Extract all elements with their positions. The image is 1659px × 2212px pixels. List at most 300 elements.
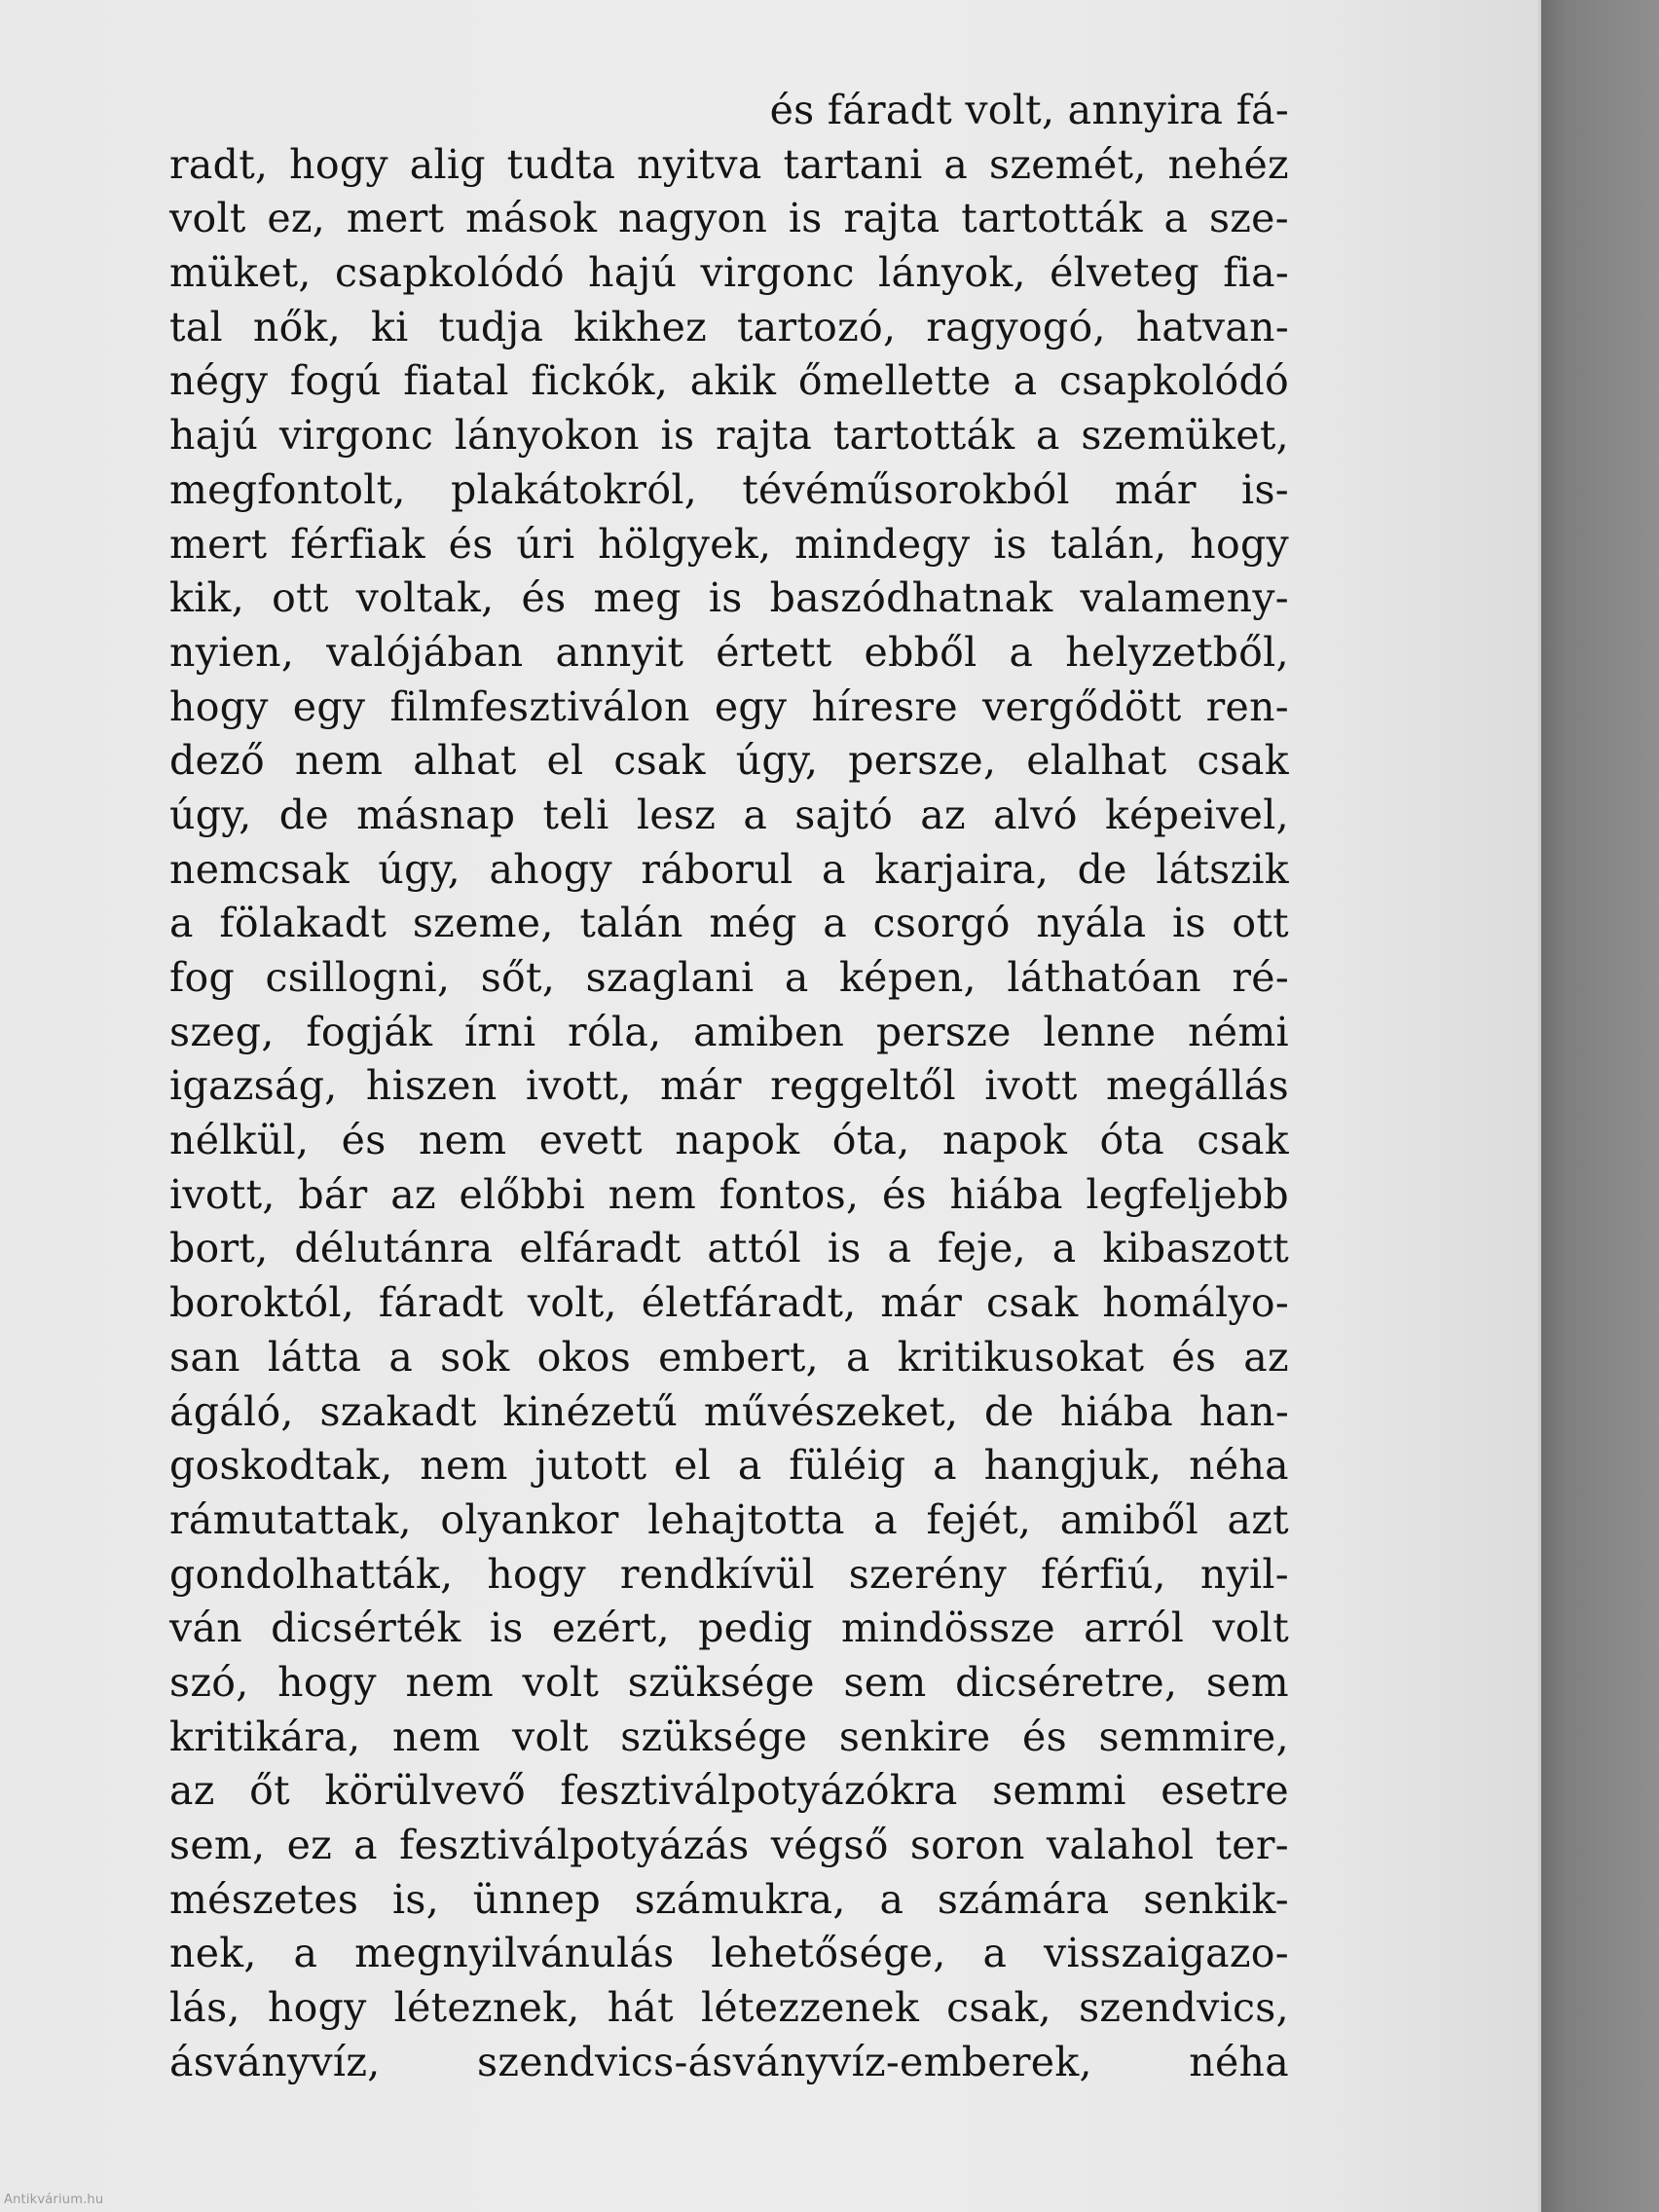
text-line bbox=[169, 789, 1289, 843]
word: ter- bbox=[1215, 1822, 1289, 1868]
word: valójában bbox=[326, 628, 524, 676]
word: evett bbox=[538, 1117, 643, 1164]
word: létezzenek bbox=[701, 1984, 920, 2032]
word: őmellette bbox=[797, 357, 992, 405]
word: mindegy bbox=[794, 520, 971, 568]
word: volt, bbox=[527, 1279, 617, 1327]
word: a bbox=[388, 1333, 414, 1381]
word: lesz bbox=[636, 791, 717, 838]
word: az bbox=[1243, 1333, 1289, 1381]
word: gondolhatták, bbox=[169, 1550, 454, 1598]
word: hogy bbox=[487, 1550, 587, 1598]
word: fáradt bbox=[378, 1279, 504, 1327]
word: ebből bbox=[864, 628, 977, 676]
word: hogy bbox=[277, 1658, 377, 1706]
word: képen, bbox=[839, 954, 977, 1001]
word: esetre bbox=[1161, 1767, 1289, 1815]
word: volt bbox=[512, 1713, 589, 1760]
word: kinézetű bbox=[502, 1387, 679, 1435]
word: legfeljebb bbox=[1086, 1170, 1289, 1218]
word: hogy bbox=[267, 1984, 367, 2032]
word: és bbox=[1022, 1713, 1067, 1760]
word: sem bbox=[843, 1658, 927, 1706]
word: őt bbox=[249, 1767, 290, 1815]
word: látszik bbox=[1156, 845, 1289, 893]
word: nagyon bbox=[618, 195, 768, 242]
text-line bbox=[169, 843, 1289, 898]
word: a bbox=[169, 900, 194, 947]
word: ahogy bbox=[489, 845, 612, 893]
word: san bbox=[169, 1333, 240, 1381]
text-line bbox=[169, 897, 1289, 951]
word: lás, bbox=[169, 1984, 240, 2032]
word: virgonc bbox=[278, 412, 434, 460]
word: sem, bbox=[169, 1822, 266, 1868]
word: fia- bbox=[1223, 249, 1289, 297]
word: csak bbox=[1197, 737, 1289, 785]
word: igazság, bbox=[169, 1062, 338, 1110]
word: szakadt bbox=[319, 1387, 477, 1435]
word: is bbox=[827, 1225, 862, 1272]
word: és bbox=[521, 574, 567, 622]
text-line bbox=[169, 1168, 1289, 1223]
word: senkik- bbox=[1143, 1875, 1289, 1923]
word: volt bbox=[1212, 1604, 1289, 1652]
word: baszódhatnak bbox=[769, 574, 1053, 622]
word: némi bbox=[1188, 1008, 1289, 1055]
word: szüksége bbox=[627, 1658, 815, 1706]
word: lenne bbox=[1043, 1008, 1157, 1055]
word: és bbox=[341, 1117, 387, 1164]
word: volt bbox=[522, 1658, 600, 1706]
word: tartozó, bbox=[736, 303, 897, 350]
text-line bbox=[169, 1656, 1289, 1711]
word: mert bbox=[169, 520, 268, 568]
word: napok bbox=[675, 1117, 800, 1164]
word: dicséretre, bbox=[955, 1658, 1178, 1706]
word: írni bbox=[463, 1008, 536, 1055]
word: hangjuk, bbox=[983, 1442, 1162, 1490]
word: persze bbox=[875, 1008, 1012, 1055]
word: talán, bbox=[1050, 520, 1167, 568]
word: óta bbox=[1099, 1117, 1165, 1164]
text-line bbox=[169, 1602, 1289, 1656]
word: teli bbox=[542, 791, 609, 838]
word: is bbox=[993, 520, 1028, 568]
word: fogú bbox=[289, 357, 382, 405]
word: a bbox=[933, 1442, 957, 1490]
text-line bbox=[169, 1006, 1289, 1060]
word: számára bbox=[937, 1875, 1110, 1923]
word: semmi bbox=[992, 1767, 1126, 1815]
word: ragyogó, bbox=[926, 303, 1106, 350]
word: előbbi bbox=[459, 1170, 585, 1218]
word: csorgó bbox=[872, 900, 1011, 947]
word: mert bbox=[346, 195, 445, 242]
word: ren- bbox=[1205, 682, 1289, 730]
word: embert, bbox=[658, 1333, 819, 1381]
word: senkire bbox=[838, 1713, 991, 1760]
word: is bbox=[1172, 900, 1206, 947]
word: filmfesztiválon bbox=[389, 682, 690, 730]
word: ré- bbox=[1232, 954, 1289, 1001]
word: az bbox=[169, 1767, 215, 1815]
word: megállás bbox=[1106, 1062, 1289, 1110]
word: goskodtak, bbox=[169, 1442, 393, 1490]
word: hiába bbox=[949, 1170, 1063, 1218]
word: tartották bbox=[832, 412, 1015, 460]
word: hogy bbox=[1190, 520, 1289, 568]
word: fiatal bbox=[403, 357, 509, 405]
word: hogy bbox=[169, 682, 269, 730]
word: a bbox=[1009, 628, 1034, 676]
word: boroktól, bbox=[169, 1279, 355, 1327]
word: karjaira, bbox=[874, 845, 1050, 893]
word: ez bbox=[286, 1822, 333, 1868]
word: fickók, bbox=[531, 357, 669, 405]
word: arról bbox=[1084, 1604, 1185, 1652]
word: lányokon bbox=[454, 412, 640, 460]
word: a bbox=[1036, 412, 1060, 460]
word: is bbox=[489, 1604, 524, 1652]
word: szemét, bbox=[989, 140, 1147, 188]
text-line bbox=[169, 571, 1289, 626]
word: sem bbox=[1205, 1658, 1289, 1706]
word: tévéműsorokból bbox=[742, 465, 1070, 513]
text-line bbox=[169, 951, 1289, 1006]
word: alig bbox=[409, 140, 486, 188]
word: délutánra bbox=[294, 1225, 494, 1272]
word: nem bbox=[405, 1658, 494, 1706]
word: is bbox=[708, 574, 743, 622]
word: híresre bbox=[811, 682, 958, 730]
word: lányok, bbox=[878, 249, 1026, 297]
word: homályo- bbox=[1102, 1279, 1289, 1327]
word: de bbox=[984, 1387, 1035, 1435]
word: a bbox=[845, 1333, 870, 1381]
word: értett bbox=[716, 628, 832, 676]
word: ez, bbox=[267, 195, 326, 242]
word: rámutattak, bbox=[169, 1495, 412, 1543]
word: akik bbox=[689, 357, 777, 405]
word: fölakadt bbox=[219, 900, 387, 947]
word: látta bbox=[267, 1333, 362, 1381]
word: rajta bbox=[843, 195, 940, 242]
word: reggeltől bbox=[770, 1062, 956, 1110]
text-line bbox=[169, 518, 1289, 572]
word: szüksége bbox=[620, 1713, 808, 1760]
word: nem bbox=[608, 1170, 697, 1218]
word: szeg, bbox=[169, 1008, 275, 1055]
text-line bbox=[169, 1493, 1289, 1548]
word: el bbox=[546, 737, 584, 785]
word: alvó bbox=[993, 791, 1078, 838]
word: jutott bbox=[535, 1442, 647, 1490]
word: fontos, bbox=[719, 1170, 860, 1218]
word: kritikusokat bbox=[897, 1333, 1145, 1381]
word: persze, bbox=[848, 737, 997, 785]
word: a bbox=[1163, 195, 1189, 242]
word: szaglani bbox=[585, 954, 755, 1001]
word: a bbox=[879, 1875, 904, 1923]
text-line bbox=[169, 1548, 1289, 1603]
word: ráborul bbox=[641, 845, 793, 893]
word: amiből bbox=[1059, 1495, 1199, 1543]
word: szeme, bbox=[412, 900, 554, 947]
word: kik, bbox=[169, 574, 245, 622]
word: lehajtotta bbox=[647, 1495, 845, 1543]
word: talán bbox=[579, 900, 683, 947]
word: úgy, bbox=[735, 737, 819, 785]
word: hiába bbox=[1059, 1387, 1173, 1435]
word: mészetes bbox=[169, 1875, 359, 1923]
word: azt bbox=[1227, 1495, 1289, 1543]
word: képeivel, bbox=[1104, 791, 1289, 838]
word: a bbox=[737, 1442, 762, 1490]
word: a bbox=[743, 791, 768, 838]
word: dicsérték bbox=[271, 1604, 461, 1652]
text-line bbox=[169, 1439, 1289, 1493]
word: a bbox=[823, 900, 848, 947]
word: úgy, bbox=[378, 845, 461, 893]
word: néha bbox=[1189, 2038, 1289, 2085]
word: rendkívül bbox=[619, 1550, 815, 1598]
word: a bbox=[1051, 1225, 1077, 1272]
word: bár bbox=[298, 1170, 368, 1218]
word: nehéz bbox=[1167, 140, 1289, 188]
text-line bbox=[169, 1222, 1289, 1276]
word: rajta bbox=[715, 412, 813, 460]
word: négy bbox=[169, 357, 269, 405]
word: csapkolódó bbox=[334, 249, 565, 297]
word: élveteg bbox=[1050, 249, 1199, 297]
word: tudja bbox=[438, 303, 544, 350]
word: láthatóan bbox=[1007, 954, 1201, 1001]
word: nyála bbox=[1036, 900, 1147, 947]
word: ezért, bbox=[551, 1604, 670, 1652]
word: tudta bbox=[506, 140, 616, 188]
word: szendvics-ásványvíz-emberek, bbox=[476, 2038, 1092, 2085]
word: han- bbox=[1198, 1387, 1289, 1435]
text-line bbox=[169, 681, 1289, 735]
word: a bbox=[887, 1225, 912, 1272]
word: ki bbox=[370, 303, 409, 350]
word: meg bbox=[593, 574, 682, 622]
word: napok bbox=[942, 1117, 1068, 1164]
word: nélkül, bbox=[169, 1117, 310, 1164]
text-line bbox=[169, 1385, 1289, 1440]
word: hatvan- bbox=[1135, 303, 1289, 350]
word: a bbox=[982, 1930, 1008, 1977]
word: ivott, bbox=[525, 1062, 632, 1110]
word: mindössze bbox=[840, 1604, 1055, 1652]
word: megfontolt, bbox=[169, 465, 406, 513]
word: alhat bbox=[413, 737, 517, 785]
word: úri bbox=[516, 520, 575, 568]
word: fesztiválpotyázókra bbox=[560, 1767, 958, 1815]
text-line bbox=[169, 192, 1289, 246]
word: olyankor bbox=[440, 1495, 619, 1543]
word: bort, bbox=[169, 1225, 269, 1272]
word: csapkolódó bbox=[1059, 357, 1289, 405]
word: is, bbox=[391, 1875, 440, 1923]
word: hiszen bbox=[365, 1062, 498, 1110]
word: már bbox=[880, 1279, 963, 1327]
word: visszaigazo- bbox=[1044, 1930, 1289, 1977]
word: ágáló, bbox=[169, 1387, 294, 1435]
word: is bbox=[788, 195, 823, 242]
word: voltak, bbox=[355, 574, 495, 622]
word: már bbox=[1115, 465, 1197, 513]
word: de bbox=[1077, 845, 1127, 893]
word: valahol bbox=[1046, 1822, 1195, 1868]
word: és bbox=[881, 1170, 927, 1218]
word: attól bbox=[707, 1225, 802, 1272]
word: fogják bbox=[306, 1008, 433, 1055]
word: ott bbox=[1232, 900, 1289, 947]
text-line bbox=[169, 409, 1289, 463]
word: szemüket, bbox=[1081, 412, 1289, 460]
text-line bbox=[169, 1059, 1289, 1114]
word: is- bbox=[1241, 465, 1289, 513]
word: semmire, bbox=[1098, 1713, 1289, 1760]
word: nek, bbox=[169, 1930, 257, 1977]
word: el bbox=[674, 1442, 712, 1490]
word: és bbox=[1171, 1333, 1217, 1381]
word: okos bbox=[536, 1333, 632, 1381]
word: virgonc bbox=[700, 249, 855, 297]
text-line bbox=[169, 1276, 1289, 1331]
word: a bbox=[784, 954, 809, 1001]
word: férfiú, bbox=[1041, 1550, 1166, 1598]
text-line bbox=[169, 463, 1289, 518]
text-line bbox=[169, 1764, 1289, 1819]
text-line bbox=[169, 1711, 1289, 1765]
word: ásványvíz, bbox=[169, 2038, 381, 2085]
word: nem bbox=[418, 1117, 507, 1164]
word: valameny- bbox=[1080, 574, 1289, 622]
word: szó, bbox=[169, 1658, 249, 1706]
word: nem bbox=[420, 1442, 508, 1490]
word: sze- bbox=[1208, 195, 1289, 242]
word: mások bbox=[464, 195, 598, 242]
word: ivott, bbox=[169, 1170, 276, 1218]
word: ván bbox=[169, 1604, 242, 1652]
text-line bbox=[169, 1927, 1289, 1981]
word: vergődött bbox=[981, 682, 1182, 730]
word: életfáradt, bbox=[641, 1279, 857, 1327]
word: a bbox=[1013, 357, 1038, 405]
word: sok bbox=[440, 1333, 510, 1381]
text-line bbox=[169, 301, 1289, 355]
word: hogy bbox=[289, 140, 388, 188]
word: volt bbox=[169, 195, 246, 242]
word: csak, bbox=[946, 1984, 1051, 2032]
word: nők, bbox=[252, 303, 342, 350]
word: radt, bbox=[169, 140, 269, 188]
word: dező bbox=[169, 737, 265, 785]
word: óta, bbox=[831, 1117, 910, 1164]
word: csak bbox=[986, 1279, 1079, 1327]
text-line bbox=[169, 626, 1289, 681]
word: de bbox=[278, 791, 329, 838]
text-line bbox=[169, 1873, 1289, 1928]
word: csillogni, bbox=[265, 954, 451, 1001]
word: az bbox=[920, 791, 966, 838]
word: annyit bbox=[555, 628, 684, 676]
word: hajú bbox=[588, 249, 678, 297]
word: ünnep bbox=[472, 1875, 601, 1923]
word: szerény bbox=[848, 1550, 1008, 1598]
word: a bbox=[293, 1930, 318, 1977]
word: amiben bbox=[693, 1008, 845, 1055]
word: sajtó bbox=[794, 791, 894, 838]
word: nyil- bbox=[1199, 1550, 1289, 1598]
text-line bbox=[169, 138, 1289, 193]
word: nyien, bbox=[169, 628, 295, 676]
word: feje, bbox=[938, 1225, 1026, 1272]
word: is bbox=[660, 412, 695, 460]
word: az bbox=[390, 1170, 436, 1218]
text-line bbox=[169, 1114, 1289, 1168]
word: pedig bbox=[698, 1604, 813, 1652]
word: a bbox=[353, 1822, 378, 1868]
word: nemcsak bbox=[169, 845, 350, 893]
word: férfiak bbox=[290, 520, 425, 568]
word: lehetősége, bbox=[711, 1930, 946, 1977]
word: nem bbox=[392, 1713, 481, 1760]
word: tartani bbox=[783, 140, 923, 188]
word: tal bbox=[169, 303, 223, 350]
word: ott bbox=[272, 574, 329, 622]
word: megnyilvánulás bbox=[354, 1930, 675, 1977]
text-line bbox=[169, 354, 1289, 409]
word: helyzetből, bbox=[1065, 628, 1289, 676]
word: ivott bbox=[984, 1062, 1078, 1110]
word: művészeket, bbox=[703, 1387, 959, 1435]
word: kritikára, bbox=[169, 1713, 361, 1760]
text-line bbox=[169, 1331, 1289, 1385]
word: számukra, bbox=[634, 1875, 846, 1923]
word: végső bbox=[770, 1822, 889, 1868]
word: elalhat bbox=[1026, 737, 1167, 785]
word: már bbox=[660, 1062, 742, 1110]
text-line bbox=[169, 2036, 1289, 2090]
word: hát bbox=[607, 1984, 674, 2032]
text-line bbox=[169, 1981, 1289, 2036]
body-text bbox=[169, 84, 1289, 2089]
word: úgy, bbox=[169, 791, 252, 838]
text-line: és fáradt volt, annyira fá- bbox=[769, 87, 1289, 133]
word: fesztiválpotyázás bbox=[399, 1822, 750, 1868]
word: és bbox=[448, 520, 494, 568]
word: egy bbox=[714, 682, 788, 730]
text-line bbox=[169, 734, 1289, 789]
word: hajú bbox=[169, 412, 259, 460]
word: körülvevő bbox=[324, 1767, 526, 1815]
word: egy bbox=[292, 682, 366, 730]
watermark: Antikvárium.hu bbox=[4, 2193, 104, 2207]
word: plakátokról, bbox=[450, 465, 698, 513]
word: még bbox=[709, 900, 797, 947]
word: kikhez bbox=[573, 303, 708, 350]
word: kibaszott bbox=[1102, 1225, 1289, 1272]
word: léteznek, bbox=[393, 1984, 580, 2032]
word: soron bbox=[909, 1822, 1025, 1868]
word: nem bbox=[294, 737, 384, 785]
word: csak bbox=[1197, 1117, 1289, 1164]
word: elfáradt bbox=[519, 1225, 682, 1272]
